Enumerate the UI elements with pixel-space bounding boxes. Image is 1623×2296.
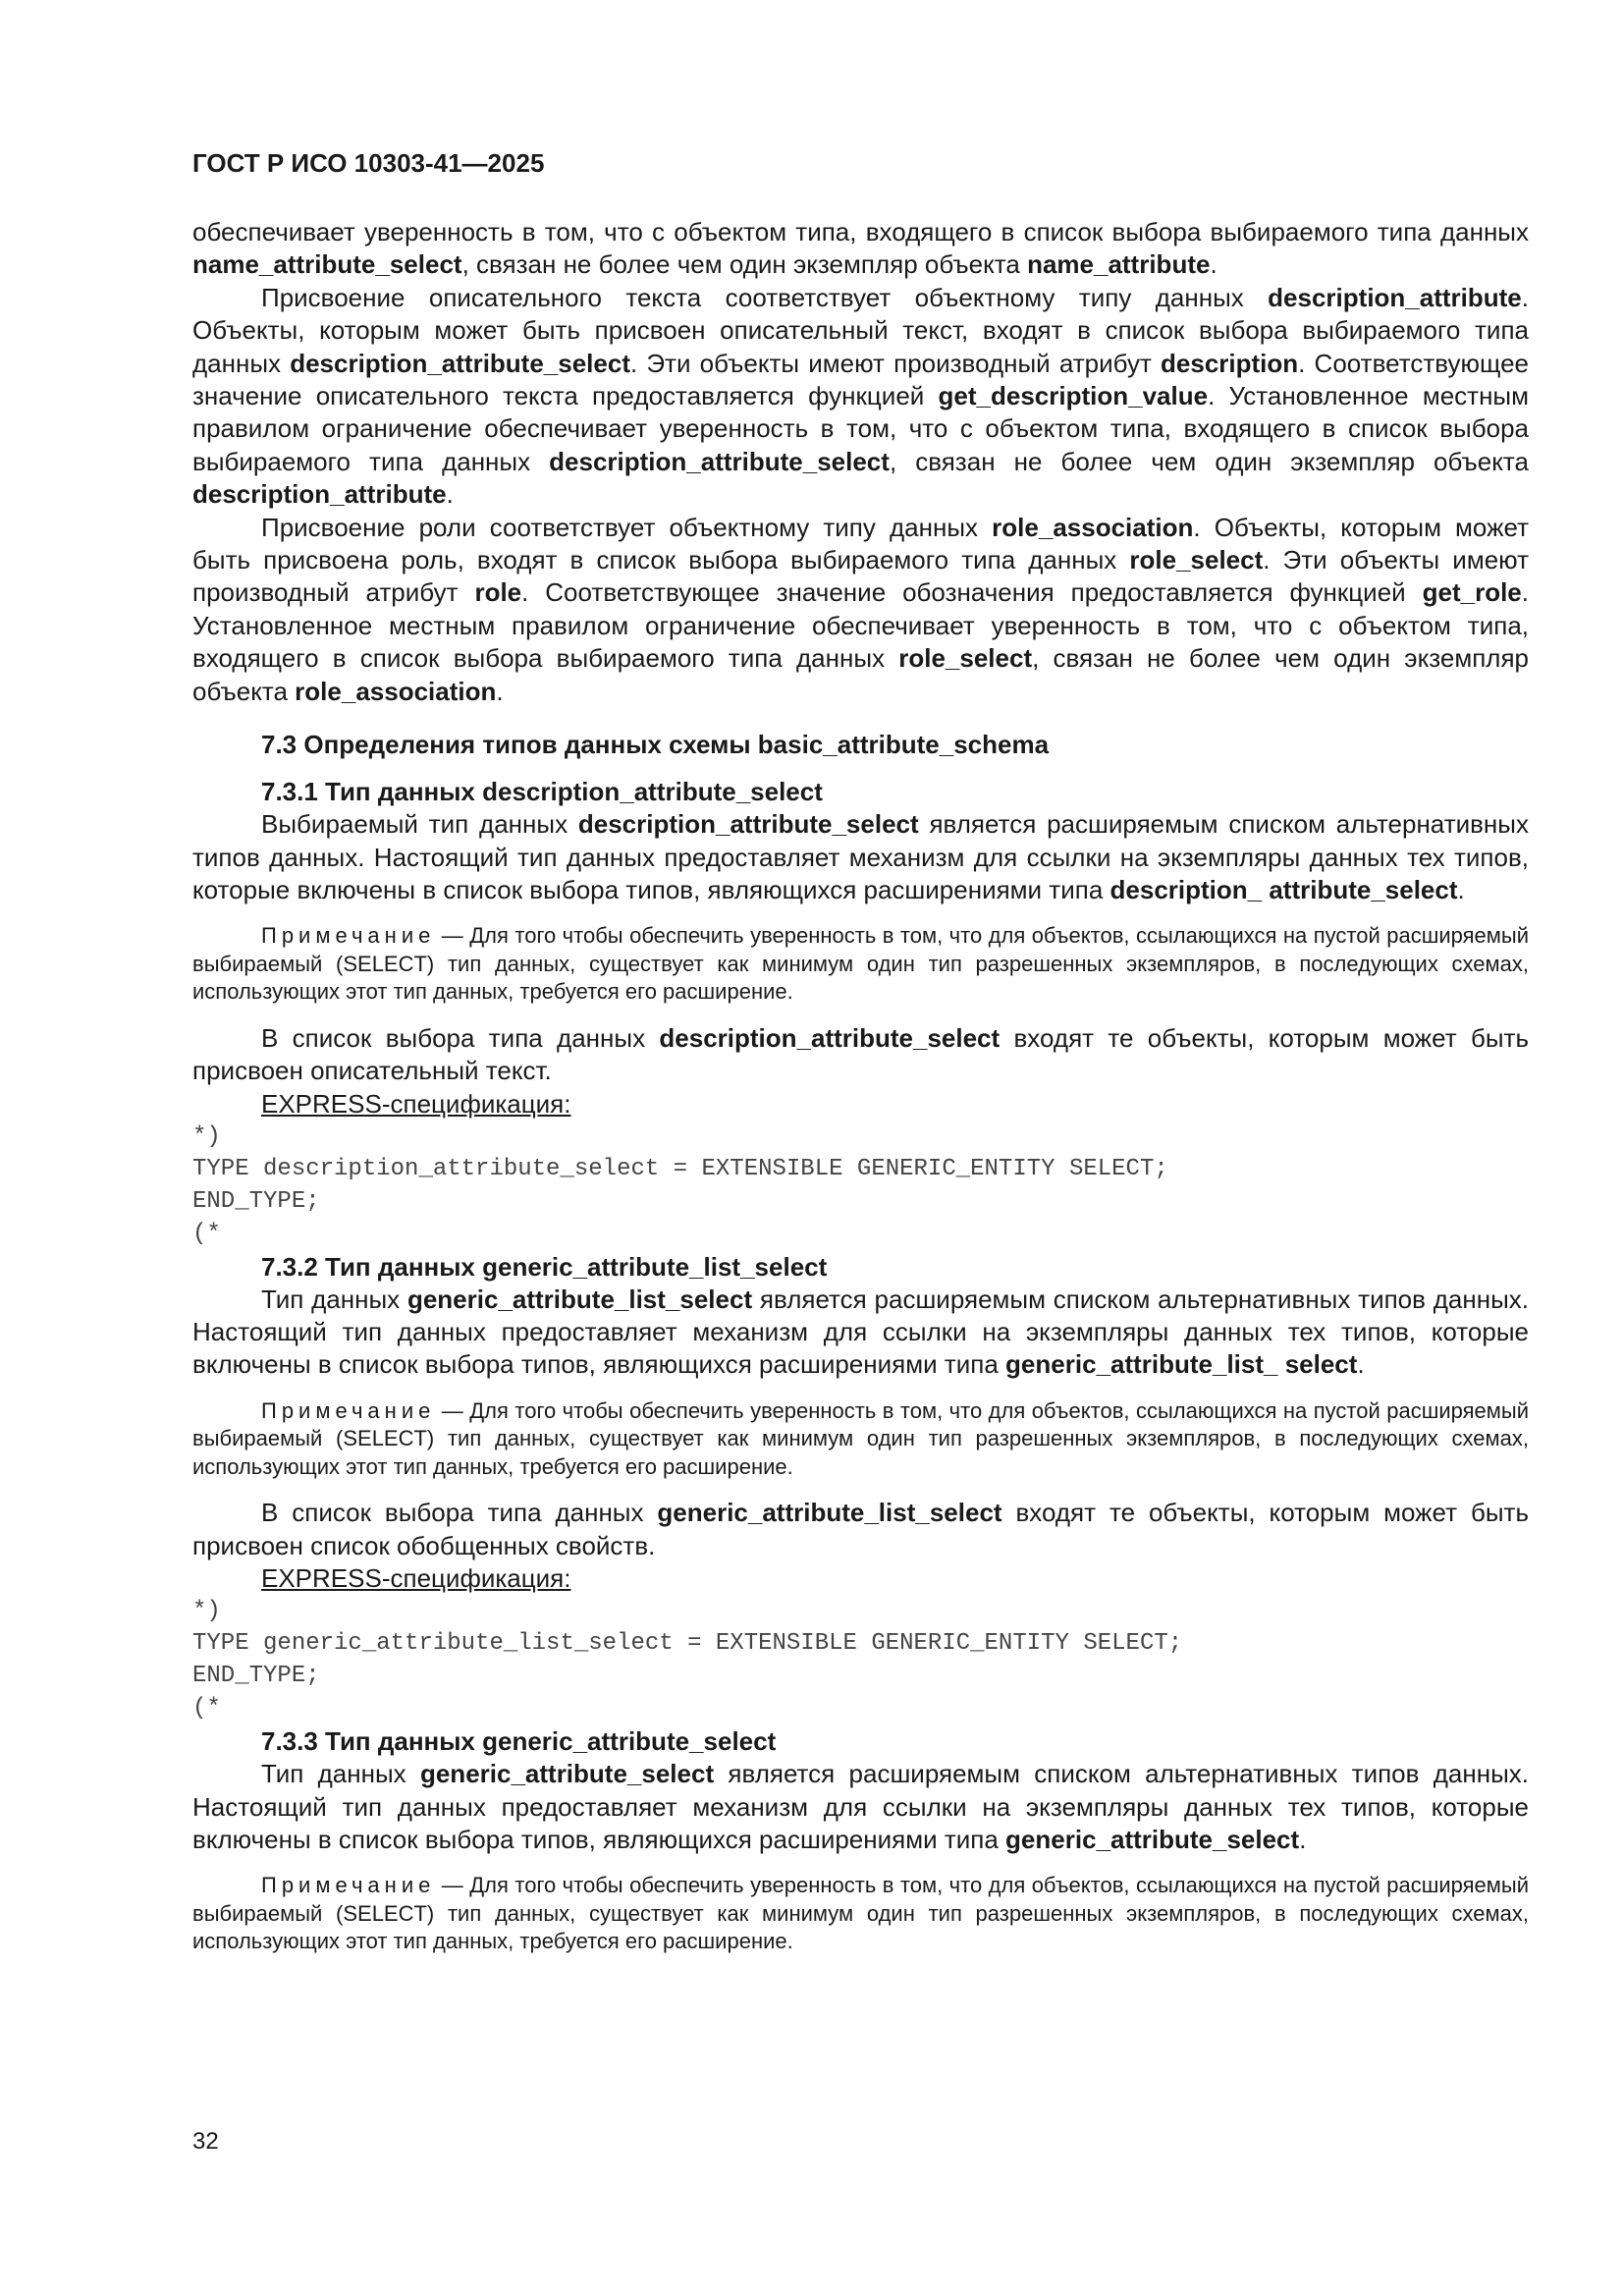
paragraph-7-3-1-definition: Выбираемый тип данных description_attribute_select является расширяемым списком альтернативных типов данных. Настоящий тип данных предоставляет механизм для ссылки на экземпляры данных тех типов, которые включены в список выбора типов, являющихся расширениями типа description_ attribute_select. — [192, 809, 1529, 904]
paragraph-7-3-2-definition: Тип данных generic_attribute_list_select является расширяемым списком альтернативных типов данных. Настоящий тип данных предоставляет механизм для ссылки на экземпляры данных тех типов, которые включены в список выбора типов, являющихся расширениями типа generic_attribute_list_ select. — [192, 1284, 1529, 1380]
paragraph-7-3-2-select-list: В список выбора типа данных generic_attribute_list_select входят те объекты, которым может быть присвоен список обобщенных свойств. — [192, 1498, 1529, 1560]
express-spec-label: EXPRESS-спецификация: — [261, 1563, 571, 1594]
section-heading-7-3-1: 7.3.1 Тип данных description_attribute_select — [261, 777, 823, 807]
page-number: 32 — [192, 2128, 219, 2155]
section-heading-7-3: 7.3 Определения типов данных схемы basic_attribute_schema — [261, 730, 1050, 760]
paragraph-role-association: Присвоение роли соответствует объектному типу данных role_association. Объекты, которым может быть присвоена роль, входят в список выбора выбираемого типа данных role_select. Эти объекты имеют производный атрибут role. Соответствующее значение обозначения предоставляется функцией get_role. Установленное местным правилом ограничение обеспечивает уверенность в том, что с объектом типа, входящего в список выбора выбираемого типа данных role_select, связан не более чем один экземпляр объекта role_association. — [192, 512, 1529, 706]
page-header-title: ГОСТ Р ИСО 10303-41—2025 — [192, 148, 545, 178]
section-heading-7-3-3: 7.3.3 Тип данных generic_attribute_select — [261, 1726, 777, 1757]
note-label: Примечание — [261, 1873, 436, 1898]
paragraph-7-3-3-definition: Тип данных generic_attribute_select является расширяемым списком альтернативных типов данных. Настоящий тип данных предоставляет механизм для ссылки на экземпляры данных тех типов, которые включены в список выбора типов, являющихся расширениями типа generic_attribute_select. — [192, 1759, 1529, 1854]
note-label: Примечание — [261, 923, 436, 949]
paragraph-7-3-1-select-list: В список выбора типа данных description_attribute_select входят те объекты, которым может быть присвоен описательный текст. — [192, 1022, 1529, 1086]
section-heading-7-3-2: 7.3.2 Тип данных generic_attribute_list_select — [261, 1251, 828, 1282]
note-7-3-1: Примечание — Для того чтобы обеспечить уверенность в том, что для объектов, ссылающихся на пустой расширяемый выбираемый (SELECT) тип данных, существует как минимум один тип разрешенных экземпляров, в последующих схемах, использующих этот тип данных, требуется его расширение. — [192, 923, 1529, 1005]
note-7-3-3: Примечание — Для того чтобы обеспечить уверенность в том, что для объектов, ссылающихся на пустой расширяемый выбираемый (SELECT) тип данных, существует как минимум один тип разрешенных экземпляров, в последующих схемах, использующих этот тип данных, требуется его расширение. — [192, 1873, 1529, 1954]
express-code-7-3-1: *) TYPE description_attribute_select = EXTENSIBLE GENERIC_ENTITY SELECT; END_TYPE; (* — [192, 1122, 1168, 1247]
note-7-3-2: Примечание — Для того чтобы обеспечить уверенность в том, что для объектов, ссылающихся на пустой расширяемый выбираемый (SELECT) тип данных, существует как минимум один тип разрешенных экземпляров, в последующих схемах, использующих этот тип данных, требуется его расширение. — [192, 1397, 1529, 1479]
express-spec-label: EXPRESS-спецификация: — [261, 1088, 571, 1119]
note-label: Примечание — [261, 1397, 436, 1423]
paragraph-name-attribute: обеспечивает уверенность в том, что с объектом типа, входящего в список выбора выбираемого типа данных name_attribute_select, связан не более чем один экземпляр объекта name_attribute. — [192, 217, 1529, 280]
express-code-7-3-2: *) TYPE generic_attribute_list_select = EXTENSIBLE GENERIC_ENTITY SELECT; END_TYPE; (* — [192, 1598, 1183, 1722]
paragraph-description-attribute: Присвоение описательного текста соответствует объектному типу данных description_attribute. Объекты, которым может быть присвоен описательный текст, входят в список выбора выбираемого типа данных description_attribute_select. Эти объекты имеют производный атрибут description. Соответствующее значение описательного текста предоставляется функцией get_description_value. Установленное местным правилом ограничение обеспечивает уверенность в том, что с объектом типа, входящего в список выбора выбираемого типа данных description_attribute_select, связан не более чем один экземпляр объекта description_attribute. — [192, 282, 1529, 510]
